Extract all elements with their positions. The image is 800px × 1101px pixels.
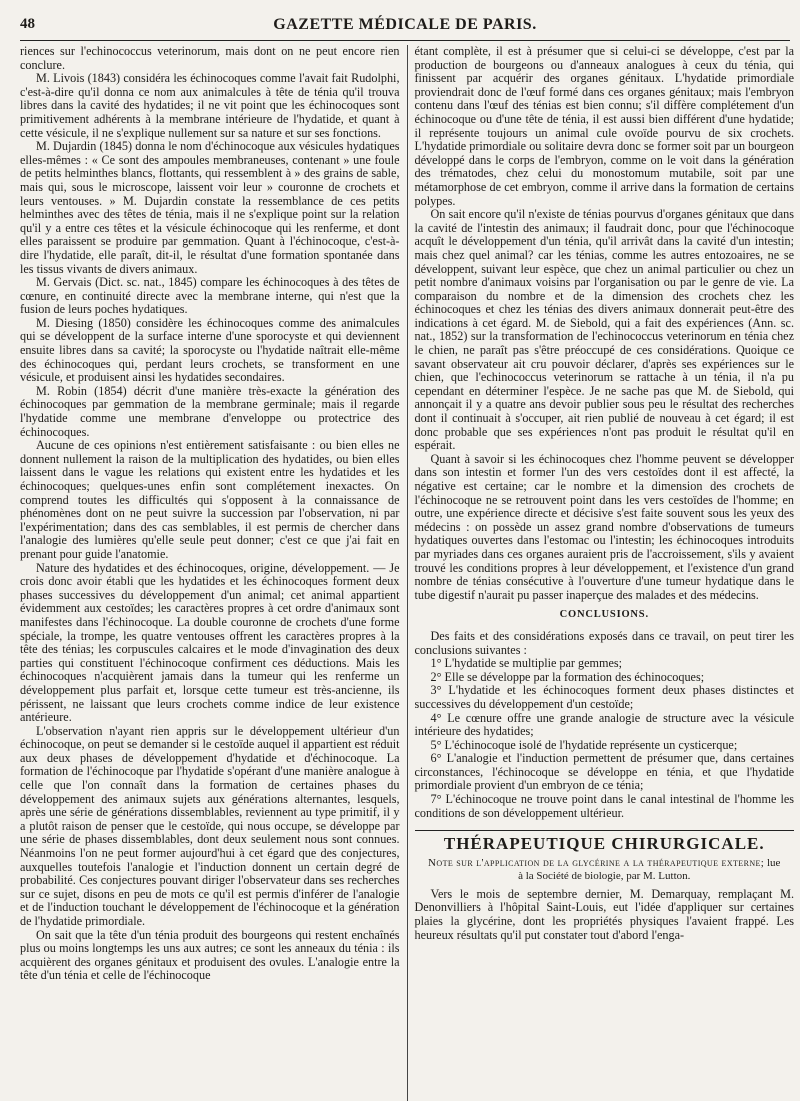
paragraph: M. Diesing (1850) considère les échinocoques comme des animalcules qui se développent de la surface interne d'une sporocyste et qui deviennent ensuite libres dans sa cavité; la sporocyste ou l'hydatide naîtrait elle-même des échinocoques qui, perdant leurs crochets, se transforment en une vésicule, et produisent ainsi les hydatides secondaires. (20, 315, 400, 385)
paragraph: Nature des hydatides et des échinocoques, origine, développement. — Je crois donc avoir établi que les hydatides et les échinocoques forment deux phases successives du développement d'un animal; cet animal appartient évidemment aux cestoïdes; les caractères propres à cet ordre d'animaux sont manifestes dans l'échinocoque. La double couronne de crochets d'une forme spéciale, la trompe, les quatre ventouses offrent les caractères propres à la tête des ténias; les corpuscules calcaires et le mode d'invagination des deux parties qui constituent l'échinocoque confirment ces déductions. Mais les échinocoques n'acquièrent jamais dans la tumeur qui les renferme un développement plus parfait et, lorsque cette tumeur est très-ancienne, ils périssent, ne laissant que leurs crochets comme indice de leur existence antérieure. (20, 560, 400, 725)
paragraph: M. Gervais (Dict. sc. nat., 1845) compare les échinocoques à des têtes de cœnure, en continuité directe avec la membrane interne, qui n'est que la fusion de leurs poches hydatiques. (20, 275, 400, 317)
right-column (407, 45, 795, 1101)
paragraph: M. Dujardin (1845) donna le nom d'échinocoque aux vésicules hydatiques elles-mêmes : « Ce sont des ampoules membraneuses, contenant » une foule de petits helminthes blancs, flottants, qui ressemblent à » des grains de sable, mais qui, sous le microscope, laissent voir leur » couronne de crochets et leurs ventouses. » M. Dujardin constate la ressemblance de ces petits helminthes avec des têtes de ténia, mais il ne s'explique point sur la relation qu'il y a entre ces têtes et la vésicule échinocoque qui les renferme, et dont elles paraissent se produire par gemmation. Quant à l'échinocoque, c'est-à-dire l'hydatide, elle paraît, dit-il, le résultat d'une formation spontanée dans les tissus vivants de divers animaux. (20, 139, 400, 276)
paragraph: M. Livois (1843) considéra les échinocoques comme l'avait fait Rudolphi, c'est-à-dire qu'il donna ce nom aux animalcules à tête de ténia qu'il trouva libres dans la cavité des hydatides; il ne vit point que les échinocoques sont primitivement adhérents à la membrane intérieure de l'hydatide, et quant à cette vésicule, il ne s'explique nullement sur sa nature et sur ses fonctions. (20, 71, 400, 140)
conclusion-item: 6° L'analogie et l'induction permettent de présumer que, dans certaines circonstances, l'échinocoque se développe en ténia, et que l'hydatide primordiale provient d'un embryon de ce ténia; (414, 751, 794, 793)
page-header (20, 14, 790, 41)
conclusion-item: 2° Elle se développe par la formation des échinocoques; (430, 669, 705, 684)
article-subtitle (425, 857, 785, 883)
left-column (20, 45, 407, 1101)
paragraph: Aucune de ces opinions n'est entièrement satisfaisante : ou bien elles ne donnent nullement la raison de la multiplication des hydatides, ou bien elles laissent dans le vague les relations qui existent entre les hydatides et les échinocoques; quelques-unes enfin sont complétement inexactes. On comprend toutes les difficultés qui s'opposent à la connaissance de phénomènes dont on ne peut suivre la succession par l'observation, ni par l'expérimentation; dans des cas semblables, il est permis de chercher dans l'analogie des lumières qu'elle seule peut donner; c'est ce que j'ai fait en prenant pour guide l'anatomie. (20, 438, 400, 561)
paragraph: Vers le mois de septembre dernier, M. Demarquay, remplaçant M. Denonvilliers à l'hôpital Saint-Louis, eut l'idée d'appliquer sur certaines plaies la glycérine, dont les propriétés physiques l'avaient frappé. Les heureux résultats qu'il put constater tout d'abord l'enga- (414, 886, 794, 942)
conclusion-item: 1° L'hydatide se multiplie par gemmes; (430, 656, 623, 671)
paragraph: On sait encore qu'il n'existe de ténias pourvus d'organes génitaux que dans la cavité de l'intestin des animaux; il faudrait donc, pour que l'échinocoque acquît le développement d'un ténia, qu'il arrivât dans la cavité d'un intestin; mais chez quel animal? car les ténias, comme les autres entozoaires, ne se développent, suivant leur espèce, que chez un animal particulier ou chez un petit nombre d'animaux voisins par l'organisation ou par le genre de vie. La comparaison du nombre et de la dimension des crochets chez les échinocoques et chez les ténias des divers animaux donnerait peut-être des indications à cet égard. M. de Siebold, qui a fait des expériences (Ann. sc. nat., 1852) sur la transformation de l'echinococcus veterinorum en ténia chez le chien, ne paraît pas s'être préoccupé de ces considérations. Quoique ce savant observateur ait cru pouvoir déclarer, d'après ses expériences sur le chien, que l'echinococcus veterinorum se rattache à un ténia, il n'a pu cependant en déterminer l'espèce. Je ne sache pas que M. de Siebold, qui annonçait il y a quatre ans devoir publier sous peu le résultat des recherches dont il continuait à s'occuper, ait rien publié de nouveau à cet égard; il est donc probable que ses expériences n'ont pas produit le résultat qu'il en espérait. (414, 207, 794, 453)
section-title: THÉRAPEUTIQUE CHIRURGICALE. (443, 834, 765, 854)
conclusions-heading: CONCLUSIONS. (559, 609, 649, 621)
paragraph: riences sur l'echinococcus veterinorum, mais dont on ne peut encore rien conclure. (20, 45, 400, 72)
conclusions-intro: Des faits et des considérations exposés dans ce travail, on peut tirer les conclusions suivantes : (414, 628, 794, 657)
conclusion-item: 4° Le cœnure offre une grande analogie de structure avec la vésicule intérieure des hydatides; (414, 710, 794, 739)
conclusion-item: 3° L'hydatide et les échinocoques forment deux phases distinctes et successives du développement d'un cestoïde; (414, 683, 794, 711)
paragraph: L'observation n'ayant rien appris sur le développement ultérieur d'un échinocoque, on peut se demander si le cestoïde auquel il appartient est réduit aux deux phases de développement d'hydatide et d'échinocoque. La formation de l'échinocoque par l'hydatide s'opérant d'une manière analogue à celle que l'on connaît dans la formation de certaines phases du développement des animaux sujets aux générations alternantes, lesquels, après une série de générations dissemblables, reviennent au type primitif, il y a plutôt raison de penser que le cestoïde, qui nous occupe, se développe par une série de phases dissemblables, dont deux seulement nous sont connues. Néanmoins l'on ne peut former aujourd'hui à cet égard que des conjectures, auxquelles toutefois l'analogie et l'induction donnent un certain degré de probabilité. Ces conjectures pouvant diriger l'observateur dans ses recherches sur ce sujet, disons en peu de mots ce qu'il est permis d'inférer de l'analogie et de l'induction touchant le développement de l'échinocoque et la génération de l'hydatide primordiale. (20, 723, 400, 928)
paragraph: On sait que la tête d'un ténia produit des bourgeons qui restent enchaînés plus ou moins longtemps les uns aux autres; ce sont les anneaux du ténia : ils acquièrent des organes génitaux et produisent des ovules. L'analogie entre la tête d'un ténia et celle de l'échinocoque (20, 927, 400, 983)
journal-title: GAZETTE MÉDICALE DE PARIS. (273, 16, 537, 33)
paragraph: Quant à savoir si les échinocoques chez l'homme peuvent se développer dans son intestin et former l'un des vers cestoïdes dont il est affecté, la négative est certaine; car le nombre et la dimension des crochets de l'échinocoque ne se retrouvent point dans les vers cestoïdes de l'homme; en outre, une expérience directe et décisive s'est faite souvent sous les yeux des médecins : on possède un assez grand nombre d'observations de tumeurs hydatiques ouvertes dans l'estomac ou l'intestin; les échinocoques introduits par myriades dans ces organes auraient pris de l'accroissement, s'ils y avaient trouvé les conditions propres à leur développement, et l'existence d'un grand nombre de ténias consécutive à l'ouverture d'une tumeur hydatique dans le tube digestif n'aurait pu passer inaperçue des malades et des médecins. (414, 451, 794, 602)
paragraph: étant complète, il est à présumer que si celui-ci se développe, c'est par la production de bourgeons ou d'anneaux analogues à ceux du ténia, qui finissent par acquérir des organes génitaux. L'hydatide primordiale proviendrait donc de l'œuf formé dans ces organes génitaux; mais l'embryon contenu dans l'œuf des ténias est bien connu; s'il diffère complétement d'un échinocoque ou d'une tête de ténia, il est aussi bien différent d'une hydatide; il représente toujours un animal cule ovoïde pourvu de six crochets. L'hydatide primordiale ou solitaire devra donc se former soit par un bourgeon développé dans le corps de l'embryon, comme on le voit dans la génération des trématodes, chez celui du monostomum mutabile, soit par une métamorphose de cet embryon, comme il arrive dans la formation de certains polypes. (414, 45, 794, 208)
conclusion-item: 5° L'échinocoque isolé de l'hydatide représente un cysticerque; (430, 737, 738, 752)
note-title: Note sur l'application de la glycérine a la thérapeutique externe; (428, 856, 765, 869)
paragraph: M. Robin (1854) décrit d'une manière très-exacte la génération des échinocoques par gemmation de la membrane germinale; mais il regarde l'hydatide comme une membrane d'enveloppe ou protectrice des échinocoques. (20, 383, 400, 439)
page-number: 48 (20, 16, 35, 32)
article-columns (20, 45, 794, 1101)
section-divider (415, 830, 795, 831)
note-byline: lue à la Société de biologie, par M. Lutton. (518, 856, 781, 882)
conclusion-item: 7° L'échinocoque ne trouve point dans le canal intestinal de l'homme les conditions de son développement ultérieur. (414, 792, 794, 820)
